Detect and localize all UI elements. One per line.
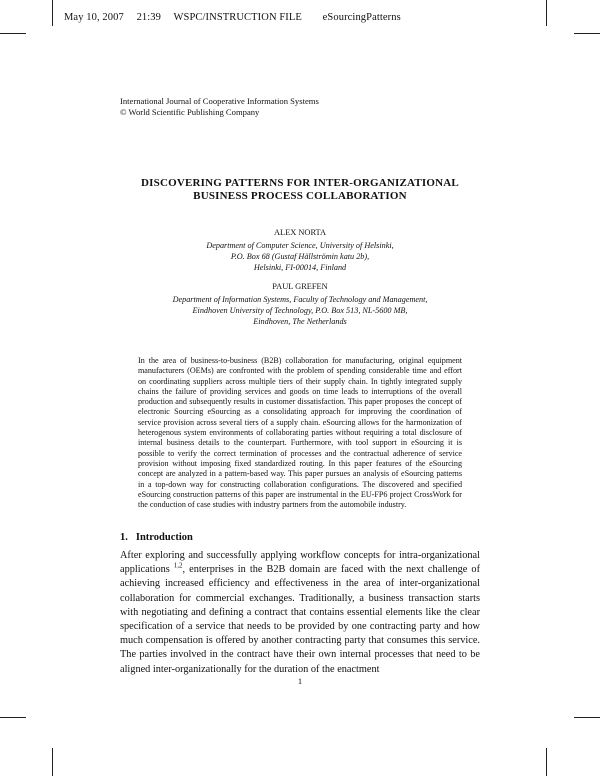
journal-name: International Journal of Cooperative Information Systems: [120, 96, 319, 106]
affiliation-line: Eindhoven, The Netherlands: [253, 317, 347, 326]
header-date: May 10, 2007: [64, 12, 124, 23]
crop-mark: [574, 717, 600, 718]
affiliation-line: Eindhoven University of Technology, P.O. Box 513, NL-5600 MB,: [192, 306, 408, 315]
section-title: Introduction: [135, 532, 193, 543]
affiliation-line: P.O. Box 68 (Gustaf Hällströmin katu 2b),: [230, 252, 370, 261]
crop-mark: [0, 33, 26, 34]
page-number: 1: [297, 676, 303, 686]
journal-info: [120, 96, 319, 118]
header-time: 21:39: [136, 12, 161, 23]
affiliation-line: Department of Information Systems, Faculty of Technology and Management,: [172, 295, 428, 304]
crop-mark: [574, 33, 600, 34]
section-heading: [120, 532, 193, 543]
author-affiliation: [0, 240, 600, 273]
crop-mark: [52, 748, 53, 776]
author-affiliation: [0, 294, 600, 327]
affiliation-line: Helsinki, FI-00014, Finland: [253, 263, 347, 272]
paper-title: [100, 177, 500, 203]
header-file-name: eSourcingPatterns: [322, 12, 401, 23]
author-name: PAUL GREFEN: [272, 282, 328, 291]
crop-mark: [0, 717, 26, 718]
section-number: 1.: [120, 532, 128, 543]
section-body: [120, 549, 480, 677]
journal-publisher: © World Scientific Publishing Company: [120, 107, 260, 117]
body-text-start: After exploring and successfully applying workflow concepts for intra-organizational applications: [120, 550, 480, 576]
running-header: [64, 12, 411, 23]
title-line-1: DISCOVERING PATTERNS FOR INTER-ORGANIZATIONAL: [141, 177, 459, 189]
crop-mark: [52, 0, 53, 26]
body-text-rest: , enterprises in the B2B domain are faced with the next challenge of achieving increased efficiency and effectiveness in the area of inter-organizational collaboration for commercial exchanges. Traditionally, a business transaction starts with negotiating and defining a contract that contains essential elements like the clear specification of a service that needs to be provided by one contracting party and how much compensation is offered by another contracting party that consumes this service. The parties involved in the contract have their own internal processes that need to be aligned inter-organizationally for the duration of the enactment: [120, 564, 480, 675]
citation-superscript: 1,2: [173, 561, 183, 570]
affiliation-line: Department of Computer Science, University of Helsinki,: [206, 241, 394, 250]
author-name: ALEX NORTA: [273, 228, 327, 237]
crop-mark: [546, 0, 547, 26]
crop-mark: [546, 748, 547, 776]
header-file-type: WSPC/INSTRUCTION FILE: [173, 12, 302, 23]
abstract: In the area of business-to-business (B2B) collaboration for manufacturing, original equipment manufacturers (OEMs) are confronted with the problem of spending considerable time and effort on coordinating suppliers across multiple tiers of their supply chain. In tightly integrated supply chains the failure of providing services and goods on time leads to interruptions of the overall production and subsequently results in customer dissatisfaction. This paper proposes the concept of electronic Sourcing eSourcing as a consolidating approach for improving the coordination of service provision across several tiers of a supply chain. eSourcing allows for the harmonization of heterogenous system environments of collaborating parties without requiring a total disclosure of internal business details to the counterpart. Furthermore, with tool support in eSourcing it is possible to verify the correct termination of processes and the contractual adherence of service provision without imposing fixed standardized routing. In this paper features of the eSourcing concept are analyzed in a pattern-based way. This paper pursues an analysis of eSourcing patterns in a top-down way for constructing collaboration configurations. The discovered and specified eSourcing construction patterns of this paper are instrumental in the EU-FP6 project CrossWork for the conduction of case studies with industry partners from the automobile industry.: [138, 356, 462, 510]
title-line-2: BUSINESS PROCESS COLLABORATION: [193, 190, 407, 202]
